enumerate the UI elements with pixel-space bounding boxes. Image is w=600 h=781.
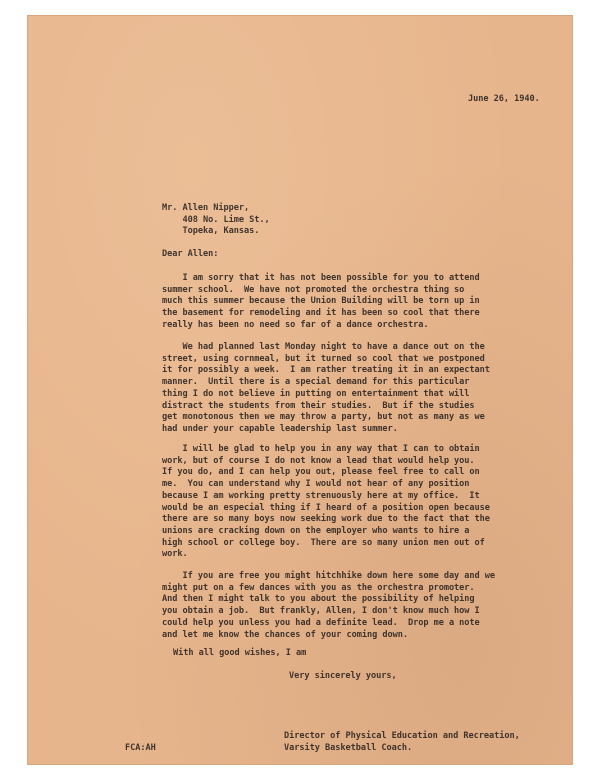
recipient-address: Mr. Allen Nipper, 408 No. Lime St., Topeka, Kansas. <box>162 203 270 237</box>
complimentary-close: Very sincerely yours, <box>289 671 397 681</box>
body-paragraph-4: If you are free you might hitchhike down here some day and we might put on a few dances with you as the orchestra promoter. And then I might talk to you about the possibility of helping you obtain a job. But frankly, Allen, I don't know much how I could help you unless you had a definite lead. Drop me a note and let me know the chances of your coming down. <box>162 571 496 640</box>
typist-initials: FCA:AH <box>125 743 156 753</box>
closing-line: With all good wishes, I am <box>173 648 307 658</box>
signer-title: Director of Physical Education and Recreation, Varsity Basketball Coach. <box>284 731 520 753</box>
body-paragraph-1: I am sorry that it has not been possible for you to attend summer school. We have not promoted the orchestra thing so much this summer because the Union Building will be torn up in the basement for remodeling and it has been so cool that there really has been no need so far of a dance orchestra. <box>162 273 480 330</box>
letter-page <box>28 16 572 764</box>
letter-date: June 26, 1940. <box>468 94 540 104</box>
salutation: Dear Allen: <box>162 249 219 259</box>
body-paragraph-3: I will be glad to help you in any way that I can to obtain work, but of course I do not know a lead that would help you. If you do, and I can help you out, please feel free to call on me. You can understand why I would not hear of any position because I am working pretty strenuously here at my office. It would be an especial thing if I heard of a position open because there are so many boys now seeking work due to the fact that the unions are cracking down on the employer who wants to hire a high school or college boy. There are so many union men out of work. <box>162 444 490 560</box>
body-paragraph-2: We had planned last Monday night to have a dance out on the street, using cornmeal, but it turned so cool that we postponed it for possibly a week. I am rather treating it in an expectant manner. Until there is a special demand for this particular thing I do not believe in putting on entertainment that will distract the students from their studies. But if the studies get monotonous then we may throw a party, but not as many as we had under your capable leadership last summer. <box>162 342 490 434</box>
